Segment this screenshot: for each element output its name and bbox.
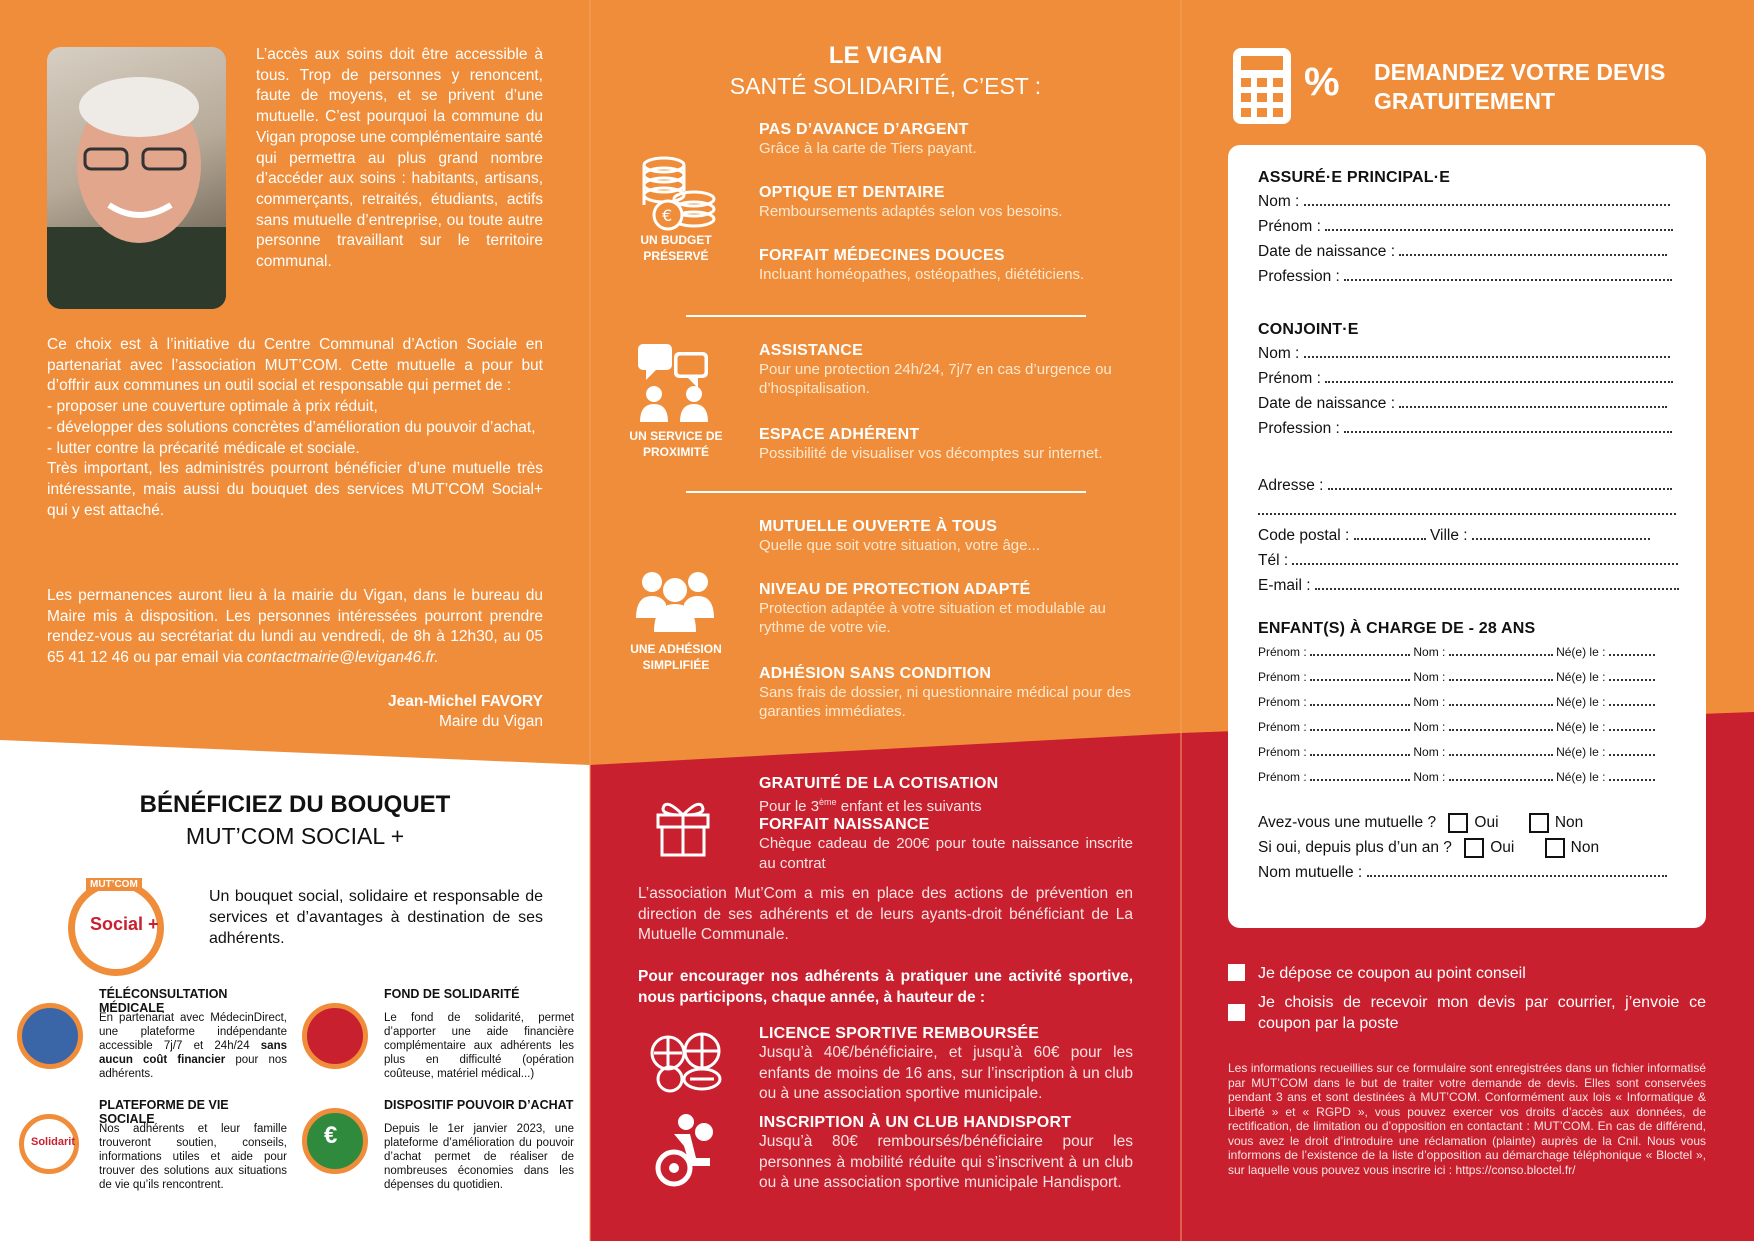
field-label: Né(e) le : — [1556, 645, 1606, 659]
gift-text-1 — [759, 793, 1133, 816]
field-label: Né(e) le : — [1556, 745, 1606, 759]
service-text: Le fond de solidarité, permet d’apporter une aide financière complémentaire aux adhérents les plus en difficulté (opération coûteuse, matériel médical...) — [384, 1012, 574, 1080]
enfants-section-title: ENFANT(S) À CHARGE DE - 28 ANS — [1258, 620, 1536, 637]
field-label: Nom : — [1413, 745, 1446, 759]
paragraph-line: Ce choix est à l’initiative du Centre Communal d’Action Sociale en partenariat avec l’association MUT’COM. Cette mutuelle a pour but d’offrir aux communes un outil social et responsable qui permet de : — [47, 336, 543, 395]
deposit-checkbox[interactable] — [1228, 964, 1245, 981]
service-teleconsultation — [17, 985, 287, 1090]
advantage-text: Remboursements adaptés selon vos besoins. — [759, 203, 1063, 220]
bullet-line: - proposer une couverture optimale à prix réduit, — [47, 398, 378, 416]
enfants-rows — [1258, 640, 1678, 790]
field-label: Nom : — [1413, 645, 1446, 659]
group-label: UN SERVICE DE PROXIMITÉ — [629, 429, 723, 459]
mayor-photo — [47, 47, 226, 309]
sport-text: Jusqu’à 80€ remboursés/bénéficiaire pour les personnes à mobilité réduite qui s’inscrivent à un club ou à une association sportive municipale Handisport. — [759, 1133, 1133, 1192]
enfant-row[interactable] — [1258, 715, 1678, 740]
contact-email-link[interactable]: contactmairie@levigan46.fr. — [246, 649, 439, 667]
conjoint-section-title: CONJOINT·E — [1258, 321, 1359, 338]
field-label: Profession : — [1258, 420, 1340, 437]
option-label: Je dépose ce coupon au point conseil — [1258, 965, 1526, 982]
service-text: Depuis le 1er janvier 2023, une plateforme d’amélioration du pouvoir d’achat permet de réaliser de nombreuses économies dans les dépenses du quotidien. — [384, 1123, 574, 1191]
advantage-text: Pour une protection 24h/24, 7j/7 en cas d’urgence ou d’hospitalisation. — [759, 361, 1112, 397]
cccas-paragraph — [47, 335, 543, 521]
question-label: Si oui, depuis plus d’un an ? — [1258, 839, 1452, 856]
divider — [686, 315, 1086, 317]
prevention-text: L’association Mut’Com a mis en place des actions de prévention en direction de ses adhérents et de leurs ayants-droit bénéficiant de La Mutuelle Communale. — [638, 885, 1133, 944]
field-label: Nom : — [1258, 345, 1300, 362]
question-depuis — [1258, 835, 1678, 860]
field-label: Nom : — [1413, 670, 1446, 684]
service-text-part: En partenariat avec MédecinDirect, une plateforme indépendante accessible 7j/7 et 24h/24 — [99, 1012, 287, 1052]
advantage-title: MUTUELLE OUVERTE À TOUS — [759, 518, 998, 535]
option-label: Je choisis de recevoir mon devis par courrier, j’envoie ce coupon par la poste — [1258, 994, 1706, 1032]
gift-title-2: FORFAIT NAISSANCE — [759, 816, 930, 833]
field-label: Prénom : — [1258, 370, 1321, 387]
assure-nom-field[interactable] — [1258, 189, 1678, 214]
advantage-text: Grâce à la carte de Tiers payant. — [759, 140, 977, 157]
field-label: Nom : — [1413, 695, 1446, 709]
legal-notice: Les informations recueillies sur ce formulaire sont enregistrées dans un fichier informatisé par MUT’COM dans le but de traiter votre demande de devis. Elles sont conservées pendant 3 ans et sont destinées à MUT’COM. Conformément aux lois « Informatique & Liberté » et « RGPD », vous pouvez exercer vos droits d’accès aux données, de rectification, de limitation ou d’opposition en contactant : MUT’COM. En cas de différend, vous avez le droit d’introduire une réclamation (plainte) auprès de la Cnil. Nous vous informons de l’existence de la liste d’opposition au démarchage téléphonique « Bloctel », sur laquelle vous pouvez vous inscrire ici : https://conso.bloctel.fr/ — [1228, 1061, 1706, 1177]
bouquet-description: Un bouquet social, solidaire et responsable de services et d’avantages à destination de ses adhérents. — [209, 888, 543, 947]
service-fond-solidarite — [302, 985, 574, 1090]
field-label: Date de naissance : — [1258, 395, 1396, 412]
service-text: Nos adhérents et leur famille trouveront soutien, conseils, informations utiles et aide pour trouver des solutions aux situations de vie qu’ils rencontrent. — [99, 1123, 287, 1191]
sport-title: INSCRIPTION À UN CLUB HANDISPORT — [759, 1114, 1072, 1131]
solidarite-logo-text: Solidarit — [31, 1136, 76, 1148]
fond-solidarite-logo — [302, 1003, 368, 1069]
gift-text-sup: ème — [819, 797, 837, 807]
bouquet-title: BÉNÉFICIEZ DU BOUQUET — [139, 791, 451, 818]
conjoint-prenom-field[interactable] — [1258, 366, 1678, 391]
advantage-title: FORFAIT MÉDECINES DOUCES — [759, 247, 1005, 264]
enfant-row[interactable] — [1258, 740, 1678, 765]
sport-item — [759, 1114, 1133, 1194]
service-text — [99, 1011, 287, 1081]
social-plus-logo — [68, 878, 180, 978]
social-plus-logo-top: MUT’COM — [86, 878, 142, 891]
sport-intro: Pour encourager nos adhérents à pratiquer une activité sportive, nous participons, chaque année, à hauteur de : — [638, 968, 1133, 1006]
field-label: Prénom : — [1258, 695, 1307, 709]
assure-prenom-field[interactable] — [1258, 214, 1678, 239]
advantage-item — [759, 184, 1139, 221]
conjoint-naissance-field[interactable] — [1258, 391, 1678, 416]
non-checkbox[interactable] — [1545, 838, 1565, 858]
bullet-line: - développer des solutions concrètes d’amélioration du pouvoir d’achat, — [47, 418, 536, 436]
question-mutuelle — [1258, 810, 1678, 835]
sport-title: LICENCE SPORTIVE REMBOURSÉE — [759, 1025, 1040, 1042]
advantage-text: Quelle que soit votre situation, votre âge... — [759, 537, 1040, 554]
bouquet-subtitle: MUT’COM SOCIAL + — [185, 823, 405, 849]
field-label: Date de naissance : — [1258, 243, 1396, 260]
devis-title — [1374, 58, 1665, 116]
advantage-title: OPTIQUE ET DENTAIRE — [759, 184, 945, 201]
field-label: E-mail : — [1258, 577, 1311, 594]
advantage-text: Incluant homéopathes, ostéopathes, diététiciens. — [759, 266, 1085, 283]
group-label: UNE ADHÉSION SIMPLIFIÉE — [630, 642, 722, 672]
field-label: Nom : — [1413, 770, 1446, 784]
field-label: Né(e) le : — [1556, 770, 1606, 784]
mail-checkbox[interactable] — [1228, 1004, 1245, 1021]
adresse-field[interactable] — [1258, 473, 1678, 498]
field-label: Profession : — [1258, 268, 1340, 285]
svg-text:€: € — [662, 206, 673, 225]
enfant-row[interactable] — [1258, 665, 1678, 690]
advantage-title: ASSISTANCE — [759, 342, 863, 359]
gift-text-part: enfant et les suivants — [836, 798, 982, 815]
nom-mutuelle-field[interactable] — [1258, 860, 1678, 885]
divider — [686, 491, 1086, 493]
gift-icon — [654, 797, 712, 862]
wheelchair-icon — [652, 1114, 716, 1195]
gift-block — [759, 775, 1133, 874]
non-checkbox[interactable] — [1529, 813, 1549, 833]
devis-title-line: DEMANDEZ VOTRE DEVIS — [1374, 59, 1666, 85]
advantage-title: PAS D’AVANCE D’ARGENT — [759, 121, 969, 138]
service-title: TÉLÉCONSULTATION MÉDICALE — [99, 987, 228, 1015]
signature-name: Jean-Michel FAVORY — [387, 693, 543, 710]
social-plus-logo-main: Social + — [90, 914, 159, 934]
advantage-item — [759, 121, 1139, 158]
teleconsultation-logo — [17, 1003, 83, 1069]
conjoint-profession-field[interactable] — [1258, 416, 1678, 441]
conjoint-nom-field[interactable] — [1258, 341, 1678, 366]
sport-item — [759, 1025, 1133, 1105]
advantage-title: ESPACE ADHÉRENT — [759, 426, 920, 443]
gift-text-part: Pour le 3 — [759, 798, 820, 815]
service-pouvoir-achat — [302, 1096, 574, 1206]
field-label: Prénom : — [1258, 670, 1307, 684]
field-label: Né(e) le : — [1556, 670, 1606, 684]
field-label: Code postal : — [1258, 527, 1350, 544]
advantage-item — [759, 518, 1139, 555]
assure-section-title: ASSURÉ·E PRINCIPAL·E — [1258, 169, 1451, 186]
advantage-text: Possibilité de visualiser vos décomptes sur internet. — [759, 445, 1103, 462]
percent-icon: % — [1304, 60, 1340, 104]
sport-text: Jusqu’à 40€/bénéficiaire, et jusqu’à 60€ pour les enfants de moins de 16 ans, sur l’inscription à un club ou à une association sportive municipale. — [759, 1044, 1133, 1103]
non-label: Non — [1554, 814, 1584, 831]
field-label: Nom : — [1258, 193, 1300, 210]
panel2-title: LE VIGAN — [828, 42, 943, 69]
paragraph-line: Très important, les administrés pourront bénéficier d’une mutuelle très intéressante, mais aussi du bouquet des services MUT’COM Social+ qui y est attaché. — [47, 460, 543, 519]
devis-title-line: GRATUITEMENT — [1374, 88, 1556, 114]
service-text-part: pour nos adhérents. — [99, 1054, 288, 1080]
advantage-item — [759, 247, 1139, 284]
gift-text-2: Chèque cadeau de 200€ pour toute naissance inscrite au contrat — [759, 835, 1133, 872]
field-label: Né(e) le : — [1556, 720, 1606, 734]
quote-form — [1228, 145, 1706, 928]
service-title: FOND DE SOLIDARITÉ — [384, 987, 520, 1001]
advantage-item — [759, 665, 1139, 721]
signature-title: Maire du Vigan — [439, 713, 543, 730]
bullet-line: - lutter contre la précarité médicale et sociale. — [47, 439, 360, 457]
coins-icon — [640, 155, 720, 238]
service-title: PLATEFORME DE VIE SOCIALE — [99, 1098, 229, 1126]
oui-label: Oui — [1490, 839, 1515, 856]
field-label: Né(e) le : — [1556, 695, 1606, 709]
gift-title-1: GRATUITÉ DE LA COTISATION — [759, 775, 999, 792]
advantage-item — [759, 581, 1139, 637]
field-label: Adresse : — [1258, 477, 1324, 494]
field-label: Prénom : — [1258, 720, 1307, 734]
advantage-text: Sans frais de dossier, ni questionnaire médical pour des garanties immédiates. — [759, 684, 1131, 720]
oui-checkbox[interactable] — [1464, 838, 1484, 858]
assure-profession-field[interactable] — [1258, 264, 1678, 289]
service-vie-sociale — [17, 1096, 287, 1206]
option-deposit[interactable] — [1228, 963, 1706, 984]
field-label: Nom : — [1413, 720, 1446, 734]
advantage-item — [759, 342, 1139, 398]
field-label: Prénom : — [1258, 745, 1307, 759]
panel2-subtitle: SANTÉ SOLIDARITÉ, C’EST : — [729, 73, 1042, 99]
advantage-text: Protection adaptée à votre situation et modulable au rythme de votre vie. — [759, 600, 1106, 636]
advantage-item — [759, 426, 1139, 463]
advantage-title: ADHÉSION SANS CONDITION — [759, 665, 992, 682]
oui-label: Oui — [1474, 814, 1499, 831]
service-text-bold: sans aucun coût financier — [99, 1040, 287, 1066]
permanences-text: Les permanences auront lieu à la mairie du Vigan, dans le bureau du Maire mis à disposition. Les personnes intéressées pourront prendre rendez-vous au secrétariat du lundi au vendredi, de 8h à 12h30, au 05 65 41 12 46 ou par email via — [47, 587, 543, 667]
non-label: Non — [1570, 839, 1600, 856]
field-label: Prénom : — [1258, 645, 1307, 659]
field-label: Ville : — [1429, 527, 1468, 544]
advantage-title: NIVEAU DE PROTECTION ADAPTÉ — [759, 581, 1031, 598]
question-label: Avez-vous une mutuelle ? — [1258, 814, 1437, 831]
enfant-row[interactable] — [1258, 640, 1678, 665]
sports-balls-icon — [650, 1031, 724, 1098]
chat-people-icon — [636, 342, 714, 429]
service-title: DISPOSITIF POUVOIR D’ACHAT — [384, 1098, 574, 1112]
tel-field[interactable] — [1258, 548, 1678, 573]
intro-text: L’accès aux soins doit être accessible à tous. Trop de personnes y renoncent, faute de moyens, et se privent d’une mutuelle. C’est pourquoi la commune du Vigan propose une complémentaire santé qui permettra au plus grand nombre d’accéder aux soins : habitants, artisans, commerçants, retraités, étudiants, actifs sans mutuelle d’entreprise, ou toute autre personne travaillant sur le territoire communal. — [256, 46, 543, 271]
field-label: Nom mutuelle : — [1258, 864, 1363, 881]
enfant-row[interactable] — [1258, 765, 1678, 790]
group-people-icon — [636, 568, 714, 639]
group-label: UN BUDGET PRÉSERVÉ — [640, 233, 712, 263]
enfant-row[interactable] — [1258, 690, 1678, 715]
option-mail[interactable] — [1228, 992, 1706, 1034]
euro-icon: € — [324, 1122, 338, 1149]
field-label: Prénom : — [1258, 770, 1307, 784]
permanences-paragraph — [47, 586, 543, 669]
assure-naissance-field[interactable] — [1258, 239, 1678, 264]
email-field[interactable] — [1258, 573, 1678, 598]
calculator-icon — [1233, 48, 1291, 129]
field-label: Tél : — [1258, 552, 1289, 569]
oui-checkbox[interactable] — [1448, 813, 1468, 833]
code-postal-field[interactable] — [1258, 523, 1678, 548]
adresse-field-line2[interactable] — [1258, 498, 1678, 523]
field-label: Prénom : — [1258, 218, 1321, 235]
